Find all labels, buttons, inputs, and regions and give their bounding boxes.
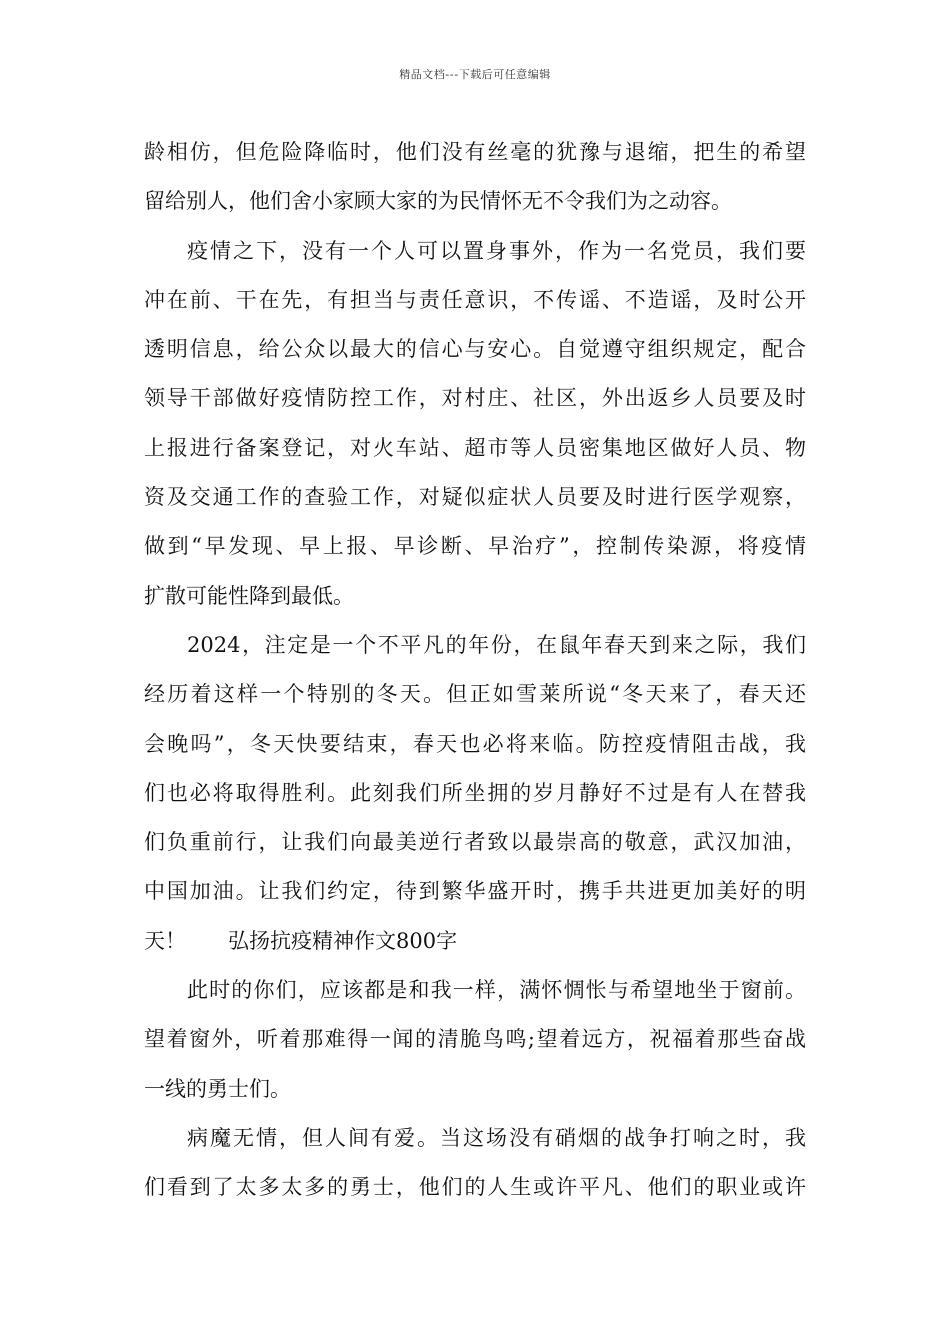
body-text: [144, 128, 806, 1213]
text-line: 透明信息，给公众以最大的信心与安心。自觉遵守组织规定，配合: [144, 337, 806, 362]
text-line: 资及交通工作的查验工作，对疑似症状人员要及时进行医学观察，: [144, 485, 806, 510]
text-line: 们也必将取得胜利。此刻我们所坐拥的岁月静好不过是有人在替我: [144, 780, 806, 805]
text-line: 们负重前行，让我们向最美逆行者致以最崇高的敬意，武汉加油，: [144, 830, 806, 855]
text-line: 上报进行备案登记，对火车站、超市等人员密集地区做好人员、物: [144, 435, 806, 460]
text-line: 扩散可能性降到最低。: [144, 583, 354, 608]
text-line: 病魔无情，但人间有爱。当这场没有硝烟的战争打响之时，我: [187, 1125, 806, 1150]
text-line: 经历着这样一个特别的冬天。但正如雪莱所说“冬天来了，春天还: [144, 682, 806, 707]
text-line: 会晚吗”，冬天快要结束，春天也必将来临。防控疫情阻击战，我: [144, 731, 806, 756]
text-line-end: 天！: [144, 928, 186, 953]
text-line: 冲在前、干在先，有担当与责任意识，不传谣、不造谣，及时公开: [144, 287, 806, 312]
text-line-with-title: [144, 917, 806, 966]
text-line: 留给别人，他们舍小家顾大家的为民情怀无不令我们为之动容。: [144, 189, 732, 214]
page-header: 精品文档---下载后可任意编辑: [399, 68, 551, 81]
text-line: 望着窗外，听着那难得一闻的清脆鸟鸣;望着远方，祝福着那些奋战: [144, 1027, 806, 1052]
text-line: 做到“早发现、早上报、早诊断、早治疗”，控制传染源，将疫情: [144, 534, 806, 559]
essay-title: 弘扬抗疫精神作文800字: [228, 928, 458, 953]
text-line: 龄相仿，但危险降临时，他们没有丝毫的犹豫与退缩，把生的希望: [144, 140, 806, 164]
text-line: 领导干部做好疫情防控工作，对村庄、社区，外出返乡人员要及时: [144, 386, 806, 411]
text-line: 一线的勇士们。: [144, 1076, 291, 1101]
text-line: 此时的你们，应该都是和我一样，满怀惆怅与希望地坐于窗前。: [187, 978, 806, 1003]
text-line: 2024，注定是一个不平凡的年份，在鼠年春天到来之际，我们: [187, 632, 806, 657]
text-line: 们看到了太多太多的勇士，他们的人生或许平凡、他们的职业或许: [144, 1175, 806, 1200]
text-line: 中国加油。让我们约定，待到繁华盛开时，携手共进更加美好的明: [144, 879, 806, 904]
text-line: 疫情之下，没有一个人可以置身事外，作为一名党员，我们要: [187, 238, 806, 263]
